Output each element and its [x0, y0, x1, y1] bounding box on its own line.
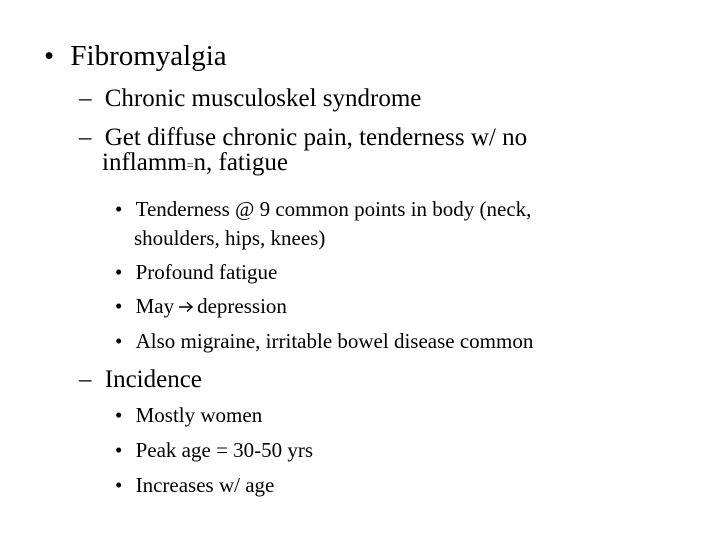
bullet-text: Incidence	[104, 366, 202, 393]
bullet-text-a: May	[135, 294, 175, 318]
dash-marker: –	[79, 366, 92, 393]
bullet-peak-age	[115, 440, 313, 461]
bullet-increases-with-age	[115, 475, 274, 496]
bullet-incidence	[79, 367, 202, 392]
bullet-fibromyalgia	[44, 42, 227, 71]
bullet-diffuse-pain-continued	[102, 150, 288, 175]
bullet-tenderness-points	[115, 199, 531, 220]
bullet-text-small: =	[186, 158, 194, 172]
bullet-marker: •	[115, 197, 123, 221]
bullet-text: Get diffuse chronic pain, tenderness w/ no	[104, 124, 528, 151]
dash-marker: –	[79, 85, 92, 112]
bullet-text: Chronic musculoskel syndrome	[104, 85, 422, 112]
bullet-diffuse-pain	[79, 125, 527, 150]
bullet-text: Fibromyalgia	[70, 40, 227, 72]
dash-marker: –	[79, 124, 92, 151]
bullet-marker: •	[44, 40, 55, 72]
bullet-text: shoulders, hips, knees)	[134, 226, 326, 250]
bullet-profound-fatigue	[115, 262, 277, 283]
bullet-text: Mostly women	[135, 403, 263, 427]
bullet-depression	[115, 296, 287, 317]
bullet-text: Also migraine, irritable bowel disease common	[135, 329, 534, 353]
bullet-marker: •	[115, 294, 123, 318]
bullet-tenderness-points-continued	[134, 228, 325, 249]
bullet-marker: •	[115, 329, 123, 353]
bullet-text: Profound fatigue	[135, 260, 278, 284]
bullet-text-a: inflamm	[102, 149, 187, 176]
bullet-mostly-women	[115, 405, 262, 426]
bullet-chronic-syndrome	[79, 86, 421, 111]
bullet-text: Increases w/ age	[135, 473, 275, 497]
bullet-marker: •	[115, 403, 123, 427]
bullet-text: Peak age = 30-50 yrs	[135, 438, 314, 462]
bullet-marker: •	[115, 438, 123, 462]
bullet-text: Tenderness @ 9 common points in body (neck,	[135, 197, 532, 221]
bullet-text-b: n, fatigue	[193, 149, 288, 176]
bullet-marker: •	[115, 473, 123, 497]
bullet-migraine-ibs	[115, 331, 533, 352]
bullet-marker: •	[115, 260, 123, 284]
right-arrow-icon	[178, 300, 194, 314]
bullet-text-b: depression	[197, 294, 287, 318]
